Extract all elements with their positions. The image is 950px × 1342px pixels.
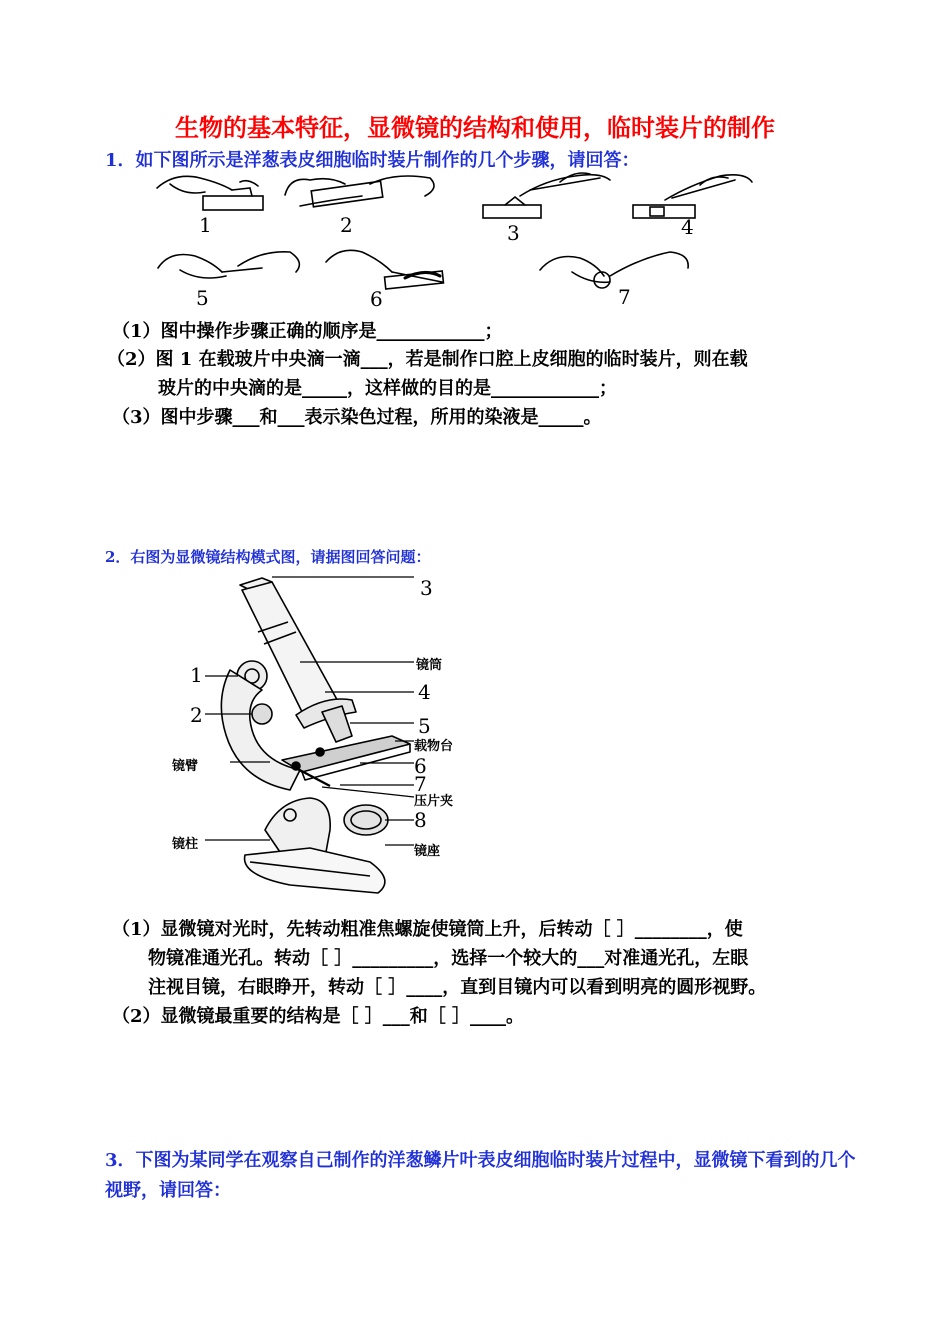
step-label-4: 4 [681, 215, 694, 239]
q2-sub1-line2: 物镜准通光孔。转动［ ］_________，选择一个较大的___对准通光孔，左眼 [148, 948, 749, 969]
step-label-6: 6 [370, 287, 383, 311]
q1-sub1: （1）图中操作步骤正确的顺序是____________； [112, 321, 503, 342]
part-num-6: 6 [414, 754, 427, 778]
part-num-4: 4 [418, 680, 431, 704]
base-shape [245, 848, 385, 893]
q2-heading: 2．右图为显微镜结构模式图，请据图回答问题： [105, 548, 431, 566]
stage-shape [282, 736, 410, 772]
q2-sub2: （2）显微镜最重要的结构是［ ］___和［ ］____。 [112, 1006, 525, 1027]
part-num-7: 7 [414, 772, 427, 796]
label-tube: 镜筒 [416, 658, 443, 673]
q2-sub1-line1: （1）显微镜对光时，先转动粗准焦螺旋使镜筒上升，后转动［ ］________，使 [112, 919, 743, 940]
part-num-8: 8 [414, 808, 427, 832]
q2-sub1-line3: 注视目镜，右眼睁开，转动［ ］____，直到目镜内可以看到明亮的圆形视野。 [148, 977, 767, 998]
label-arm: 镜臂 [172, 759, 199, 774]
part-num-1: 1 [190, 663, 203, 687]
step-label-3: 3 [507, 221, 520, 245]
q1-sub2-line1: （2）图 1 在载玻片中央滴一滴___，若是制作口腔上皮细胞的临时装片，则在载 [107, 349, 748, 370]
step-label-2: 2 [340, 213, 353, 237]
label-stage: 载物台 [414, 739, 454, 754]
q1-heading: 1．如下图所示是洋葱表皮细胞临时装片制作的几个步骤，请回答： [105, 150, 640, 171]
part-num-5: 5 [418, 714, 431, 738]
page-title: 生物的基本特征，显微镜的结构和使用，临时装片的制作 [175, 113, 775, 142]
label-pillar: 镜柱 [172, 837, 199, 852]
step-label-5: 5 [196, 286, 209, 310]
pillar-shape [265, 798, 330, 852]
label-base: 镜座 [414, 844, 441, 859]
label-clip: 压片夹 [414, 794, 454, 809]
step-label-7: 7 [618, 285, 631, 309]
fine-knob-shape [252, 704, 272, 724]
tube-shape [242, 582, 340, 720]
step-label-1: 1 [199, 213, 212, 237]
q3-heading: 3．下图为某同学在观察自己制作的洋葱鳞片叶表皮细胞临时装片过程中，显微镜下看到的几个视野，请回答： [105, 1150, 856, 1201]
q1-sub3: （3）图中步骤___和___表示染色过程，所用的染液是_____。 [112, 407, 602, 428]
part-num-3: 3 [420, 576, 433, 600]
q1-sub2-line2: 玻片的中央滴的是_____，这样做的目的是____________； [158, 378, 617, 399]
part-num-2: 2 [190, 703, 203, 727]
